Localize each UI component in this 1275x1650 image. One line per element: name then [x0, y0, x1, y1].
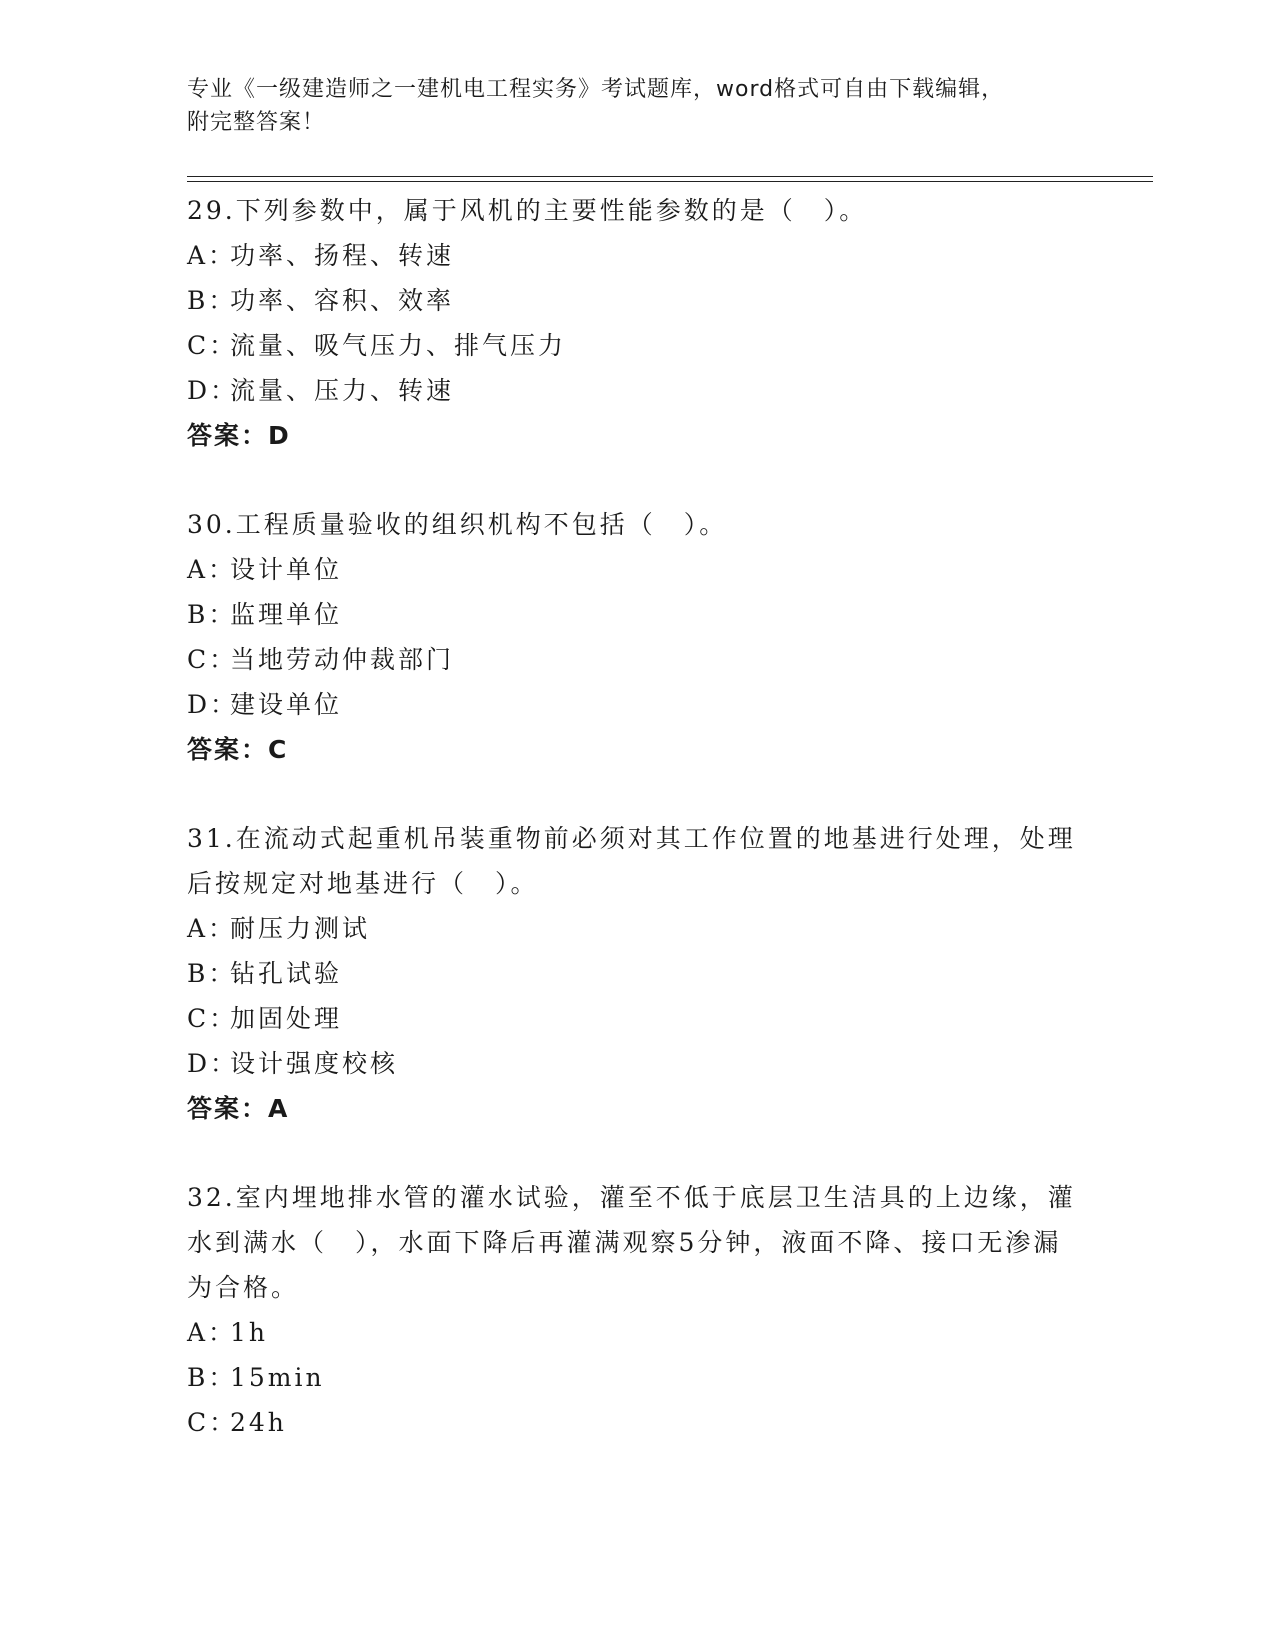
option-d — [187, 1041, 1087, 1086]
answer-line: 答案：C — [187, 735, 289, 764]
question-32 — [187, 1175, 1087, 1445]
question-text: 29.下列参数中，属于风机的主要性能参数的是（ ）。 — [187, 196, 868, 225]
option-text: 钻孔试验 — [230, 959, 343, 988]
option-b — [187, 592, 1087, 637]
header-divider-top — [187, 176, 1153, 177]
option-b — [187, 951, 1087, 996]
answer-line: 答案：A — [187, 1094, 290, 1123]
option-c — [187, 1400, 1087, 1445]
option-letter: D： — [187, 376, 239, 405]
option-letter: A： — [187, 914, 237, 943]
option-text: 1h — [230, 1318, 269, 1347]
question-text: 32.室内埋地排水管的灌水试验，灌至不低于底层卫生洁具的上边缘，灌水到满水（ ），水面下降后再灌满观察5分钟，液面不降、接口无渗漏为合格。 — [187, 1183, 1076, 1302]
option-letter: C： — [187, 1408, 238, 1437]
option-c — [187, 323, 1087, 368]
option-letter: A： — [187, 241, 237, 270]
option-text: 功率、容积、效率 — [230, 286, 455, 315]
option-c — [187, 637, 1087, 682]
option-d — [187, 368, 1087, 413]
option-text: 监理单位 — [230, 600, 343, 629]
option-letter: B： — [187, 600, 237, 629]
option-letter: A： — [187, 555, 237, 584]
option-letter: D： — [187, 1049, 239, 1078]
option-letter: C： — [187, 331, 238, 360]
option-text: 当地劳动仲裁部门 — [230, 645, 455, 674]
option-c — [187, 996, 1087, 1041]
option-letter: B： — [187, 1363, 237, 1392]
option-letter: D： — [187, 690, 239, 719]
option-d — [187, 682, 1087, 727]
option-letter: B： — [187, 286, 237, 315]
question-31 — [187, 816, 1087, 1131]
document-header — [187, 73, 1087, 139]
option-letter: C： — [187, 1004, 238, 1033]
option-a — [187, 906, 1087, 951]
question-text: 31.在流动式起重机吊装重物前必须对其工作位置的地基进行处理，处理后按规定对地基进行（ ）。 — [187, 824, 1076, 898]
option-b — [187, 1355, 1087, 1400]
option-text: 功率、扬程、转速 — [230, 241, 455, 270]
option-text: 加固处理 — [230, 1004, 343, 1033]
question-30 — [187, 502, 1087, 772]
option-b — [187, 278, 1087, 323]
header-divider-bottom — [187, 181, 1153, 182]
question-list — [187, 188, 1087, 1489]
option-text: 流量、吸气压力、排气压力 — [230, 331, 567, 360]
question-29 — [187, 188, 1087, 458]
option-a — [187, 547, 1087, 592]
option-text: 24h — [230, 1408, 287, 1437]
option-text: 流量、压力、转速 — [230, 376, 455, 405]
option-text: 耐压力测试 — [230, 914, 371, 943]
option-letter: C： — [187, 645, 238, 674]
header-line-2: 附完整答案！ — [187, 110, 326, 135]
header-line-1: 专业《一级建造师之一建机电工程实务》考试题库，word格式可自由下载编辑， — [187, 77, 1005, 102]
question-text: 30.工程质量验收的组织机构不包括（ ）。 — [187, 510, 728, 539]
option-letter: A： — [187, 1318, 237, 1347]
option-a — [187, 233, 1087, 278]
option-letter: B： — [187, 959, 237, 988]
option-text: 15min — [230, 1363, 325, 1392]
option-a — [187, 1310, 1087, 1355]
option-text: 建设单位 — [230, 690, 343, 719]
option-text: 设计单位 — [230, 555, 343, 584]
answer-line: 答案：D — [187, 421, 291, 450]
option-text: 设计强度校核 — [230, 1049, 399, 1078]
